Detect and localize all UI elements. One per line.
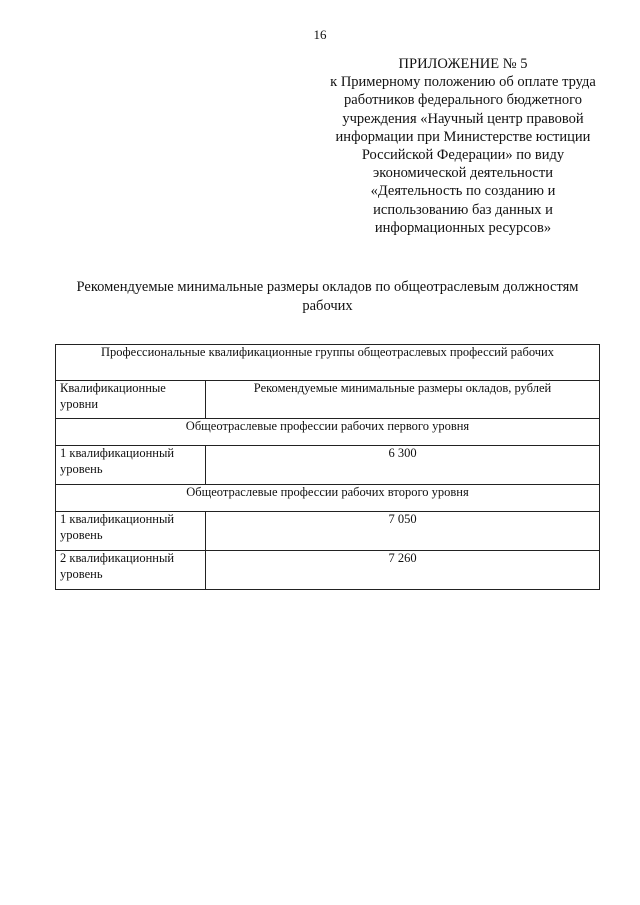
table-section-row (56, 419, 600, 446)
appendix-line: «Деятельность по созданию и (370, 183, 556, 200)
salary-cell: 7 050 (206, 512, 600, 551)
table-row (56, 551, 600, 590)
appendix-block (318, 55, 608, 237)
document-title (55, 278, 600, 315)
column-header-salary: Рекомендуемые минимальные размеры окладов, рублей (206, 381, 600, 419)
appendix-line: экономической деятельности (373, 165, 553, 182)
appendix-line: учреждения «Научный центр правовой (342, 110, 584, 127)
table-row (56, 512, 600, 551)
salary-cell: 7 260 (206, 551, 600, 590)
document-title-line: рабочих (302, 297, 353, 314)
appendix-line: работников федерального бюджетного (344, 92, 582, 109)
table-column-header-row (56, 381, 600, 419)
appendix-line: информации при Министерстве юстиции (335, 128, 591, 145)
appendix-title: ПРИЛОЖЕНИЕ № 5 (398, 56, 528, 72)
level-cell: 1 квалификационный уровень (56, 512, 206, 551)
table-group-header: Профессиональные квалификационные группы общеотраслевых профессий рабочих (56, 345, 600, 381)
table-row (56, 446, 600, 485)
appendix-line: информационных ресурсов» (374, 219, 552, 236)
table-group-header-row (56, 345, 600, 381)
salary-table (55, 344, 600, 590)
document-title-line: Рекомендуемые минимальные размеры окладов по общеотраслевым должностям (76, 279, 579, 295)
section-title: Общеотраслевые профессии рабочих второго уровня (56, 485, 600, 512)
appendix-line: к Примерному положению об оплате труда (330, 74, 596, 91)
level-cell: 1 квалификационный уровень (56, 446, 206, 485)
level-cell: 2 квалификационный уровень (56, 551, 206, 590)
salary-cell: 6 300 (206, 446, 600, 485)
appendix-line: Российской Федерации» по виду (361, 147, 565, 164)
section-title: Общеотраслевые профессии рабочих первого уровня (56, 419, 600, 446)
page-number: 16 (313, 27, 327, 42)
column-header-level: Квалификационные уровни (56, 381, 206, 419)
table-section-row (56, 485, 600, 512)
appendix-line: использованию баз данных и (373, 201, 553, 218)
